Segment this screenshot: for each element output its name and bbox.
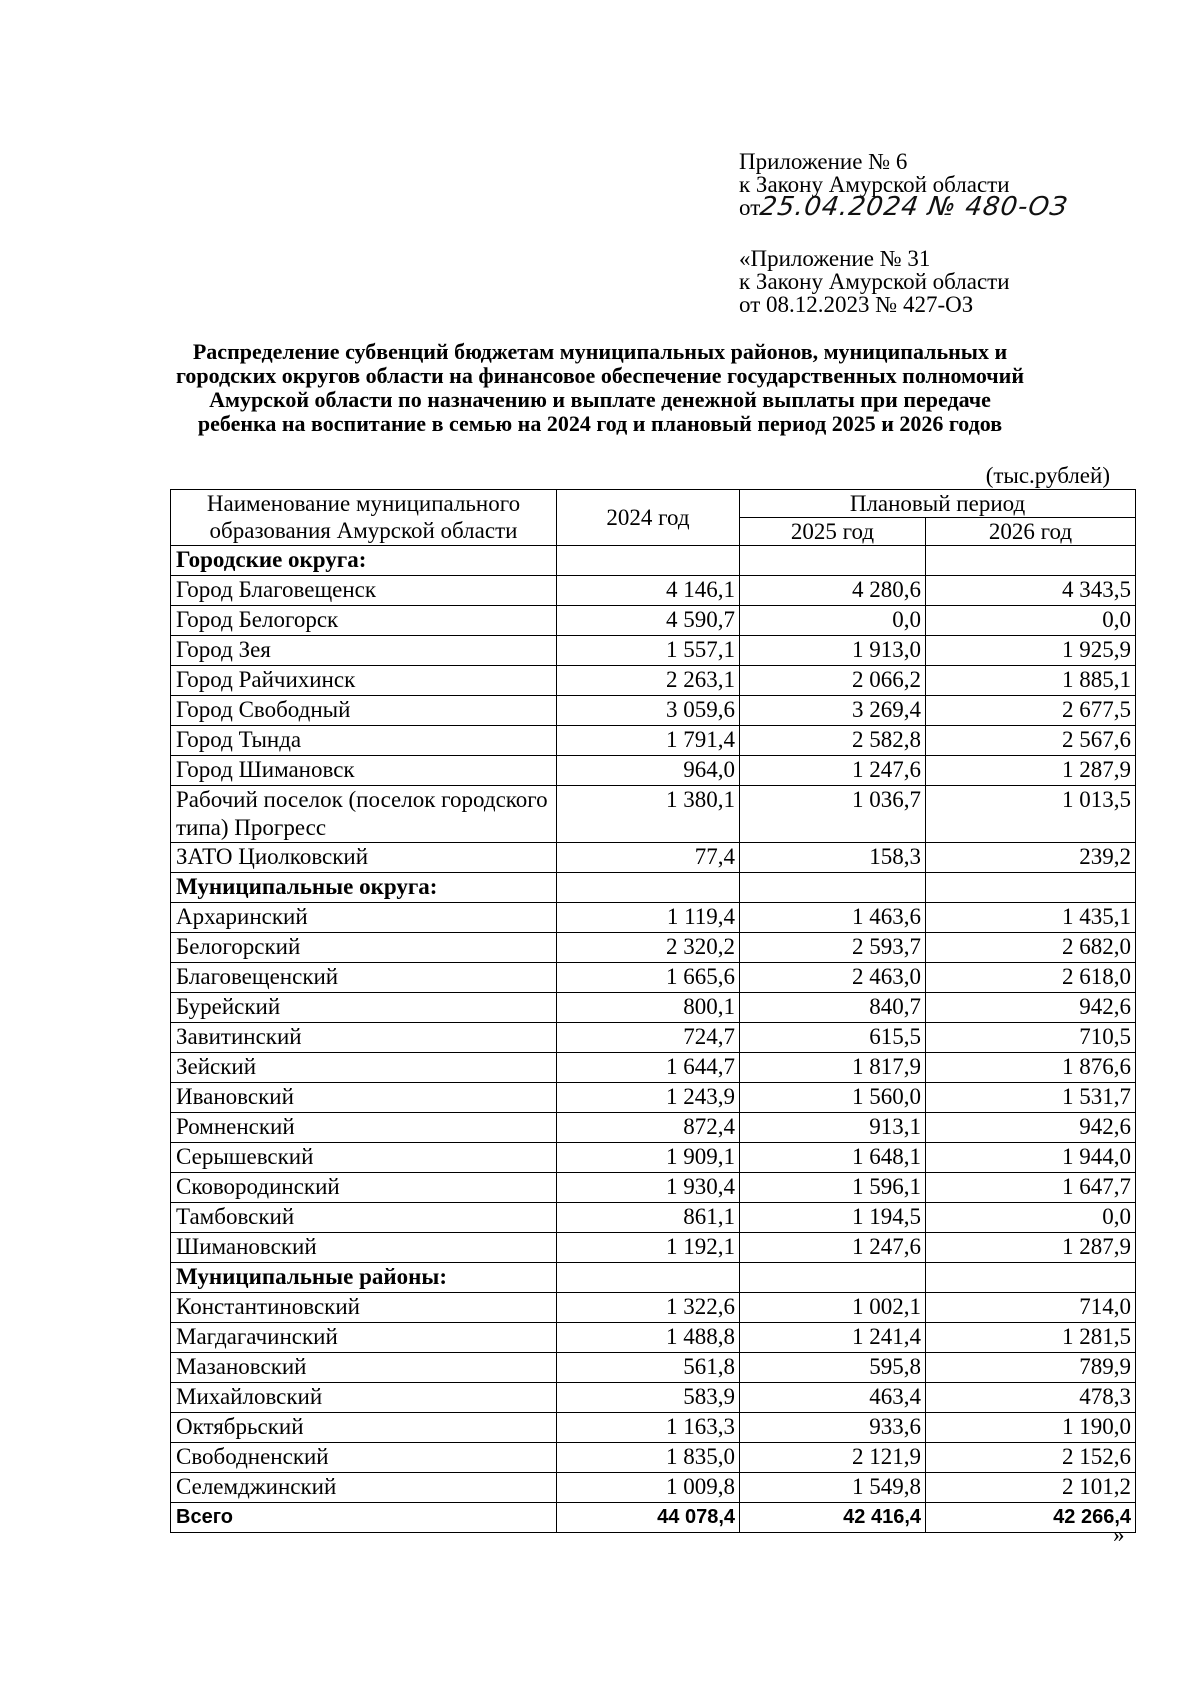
table-row (171, 756, 1136, 786)
title-line-1: Распределение субвенций бюджетам муниципальных районов, муниципальных и (192, 339, 1008, 364)
cell-2025: 595,8 (740, 1353, 926, 1383)
table-row (171, 1173, 1136, 1203)
cell-2024 (557, 546, 740, 576)
cell-2026: 942,6 (926, 1113, 1136, 1143)
table-body (171, 546, 1136, 1533)
cell-2025: 2 066,2 (740, 666, 926, 696)
cell-2024: 1 192,1 (557, 1233, 740, 1263)
table-row (171, 606, 1136, 636)
cell-2024: 1 644,7 (557, 1053, 740, 1083)
cell-municipality: Ивановский (171, 1083, 557, 1113)
cell-2026: 714,0 (926, 1293, 1136, 1323)
cell-2026: 1 925,9 (926, 636, 1136, 666)
cell-2025: 42 416,4 (740, 1503, 926, 1533)
cell-2024: 1 835,0 (557, 1443, 740, 1473)
table-row (171, 1053, 1136, 1083)
cell-municipality: Бурейский (171, 993, 557, 1023)
cell-2024: 561,8 (557, 1353, 740, 1383)
cell-2025: 1 817,9 (740, 1053, 926, 1083)
appendix-6-header (739, 149, 1071, 222)
budget-table (170, 489, 1136, 1533)
cell-municipality: Город Белогорск (171, 606, 557, 636)
cell-municipality: Муниципальные округа: (171, 873, 557, 903)
header-planned-period: Плановый период (740, 490, 1136, 518)
cell-2025: 615,5 (740, 1023, 926, 1053)
cell-municipality: Город Тында (171, 726, 557, 756)
appendix-31-date: от 08.12.2023 № 427-ОЗ (739, 292, 974, 317)
cell-2024: 1 665,6 (557, 963, 740, 993)
cell-2024: 77,4 (557, 843, 740, 873)
cell-municipality: Октябрьский (171, 1413, 557, 1443)
cell-2024: 1 791,4 (557, 726, 740, 756)
cell-2025: 1 002,1 (740, 1293, 926, 1323)
table-row (171, 576, 1136, 606)
table-row (171, 1143, 1136, 1173)
cell-2024: 1 009,8 (557, 1473, 740, 1503)
cell-municipality: Всего (171, 1503, 557, 1533)
cell-municipality: Магдагачинский (171, 1323, 557, 1353)
appendix-6-date-line (739, 192, 1071, 222)
cell-2025: 1 036,7 (740, 786, 926, 843)
cell-2024: 724,7 (557, 1023, 740, 1053)
cell-2024: 1 119,4 (557, 903, 740, 933)
cell-2024: 1 243,9 (557, 1083, 740, 1113)
cell-2026: 1 885,1 (926, 666, 1136, 696)
document-title (120, 340, 1080, 436)
cell-2026 (926, 1263, 1136, 1293)
table-row (171, 1023, 1136, 1053)
cell-2025: 158,3 (740, 843, 926, 873)
cell-municipality: Архаринский (171, 903, 557, 933)
title-line-2: городских округов области на финансовое обеспечение государственных полномочий (175, 363, 1025, 388)
cell-municipality: Ромненский (171, 1113, 557, 1143)
header-2026: 2026 год (926, 518, 1136, 546)
table-row (171, 636, 1136, 666)
cell-2024: 2 320,2 (557, 933, 740, 963)
title-line-3: Амурской области по назначению и выплате денежной выплаты при передаче (209, 387, 991, 412)
cell-2024: 964,0 (557, 756, 740, 786)
table-row (171, 786, 1136, 843)
cell-2024 (557, 873, 740, 903)
handwritten-date-number: 25.04.2024 № 480-ОЗ (758, 192, 1071, 222)
table-row (171, 1113, 1136, 1143)
cell-2026: 2 152,6 (926, 1443, 1136, 1473)
cell-2026 (926, 873, 1136, 903)
table-row (171, 726, 1136, 756)
table-row (171, 843, 1136, 873)
cell-2026 (926, 546, 1136, 576)
cell-2026: 2 682,0 (926, 933, 1136, 963)
cell-municipality: Мазановский (171, 1353, 557, 1383)
cell-municipality: Селемджинский (171, 1473, 557, 1503)
cell-municipality: Константиновский (171, 1293, 557, 1323)
cell-2026: 1 435,1 (926, 903, 1136, 933)
cell-2026: 710,5 (926, 1023, 1136, 1053)
cell-municipality: Город Благовещенск (171, 576, 557, 606)
cell-municipality: Завитинский (171, 1023, 557, 1053)
cell-2024: 861,1 (557, 1203, 740, 1233)
cell-municipality: Городские округа: (171, 546, 557, 576)
table-row (171, 1263, 1136, 1293)
cell-municipality: Город Райчихинск (171, 666, 557, 696)
cell-municipality: Тамбовский (171, 1203, 557, 1233)
cell-2026: 1 287,9 (926, 1233, 1136, 1263)
cell-2026: 789,9 (926, 1353, 1136, 1383)
table-row (171, 1503, 1136, 1533)
cell-2025: 2 582,8 (740, 726, 926, 756)
cell-2026: 1 647,7 (926, 1173, 1136, 1203)
appendix-31-title: «Приложение № 31 (739, 246, 931, 271)
table-row (171, 1413, 1136, 1443)
table-row (171, 933, 1136, 963)
cell-municipality: Муниципальные районы: (171, 1263, 557, 1293)
cell-2026: 2 101,2 (926, 1473, 1136, 1503)
cell-municipality: Михайловский (171, 1383, 557, 1413)
cell-municipality: Зейский (171, 1053, 557, 1083)
cell-2025 (740, 873, 926, 903)
cell-2026: 239,2 (926, 843, 1136, 873)
appendix-6-law: к Закону Амурской области (739, 172, 1010, 197)
cell-municipality: ЗАТО Циолковский (171, 843, 557, 873)
cell-2025: 1 913,0 (740, 636, 926, 666)
cell-2026: 0,0 (926, 606, 1136, 636)
table-row (171, 1083, 1136, 1113)
cell-2025 (740, 1263, 926, 1293)
cell-2025: 1 247,6 (740, 1233, 926, 1263)
cell-2025: 1 194,5 (740, 1203, 926, 1233)
header-2025: 2025 год (740, 518, 926, 546)
title-line-4: ребенка на воспитание в семью на 2024 год и плановый период 2025 и 2026 годов (197, 411, 1003, 436)
cell-2026: 2 567,6 (926, 726, 1136, 756)
cell-2024: 2 263,1 (557, 666, 740, 696)
cell-2025: 4 280,6 (740, 576, 926, 606)
cell-2025: 1 648,1 (740, 1143, 926, 1173)
cell-2026: 4 343,5 (926, 576, 1136, 606)
cell-2026: 1 190,0 (926, 1413, 1136, 1443)
cell-2025: 463,4 (740, 1383, 926, 1413)
cell-municipality: Рабочий поселок (поселок городского типа) Прогресс (171, 786, 557, 843)
cell-2024: 800,1 (557, 993, 740, 1023)
cell-2025: 2 463,0 (740, 963, 926, 993)
header-2024: 2024 год (557, 490, 740, 546)
table-row (171, 546, 1136, 576)
cell-2025: 1 247,6 (740, 756, 926, 786)
cell-2026: 1 287,9 (926, 756, 1136, 786)
cell-2026: 1 013,5 (926, 786, 1136, 843)
cell-2025: 1 560,0 (740, 1083, 926, 1113)
cell-2024: 3 059,6 (557, 696, 740, 726)
table-row (171, 1353, 1136, 1383)
cell-2026: 2 677,5 (926, 696, 1136, 726)
cell-2025: 1 463,6 (740, 903, 926, 933)
cell-2026: 1 531,7 (926, 1083, 1136, 1113)
cell-2024: 1 930,4 (557, 1173, 740, 1203)
cell-2024: 583,9 (557, 1383, 740, 1413)
cell-municipality: Серышевский (171, 1143, 557, 1173)
cell-2026: 0,0 (926, 1203, 1136, 1233)
cell-municipality: Город Зея (171, 636, 557, 666)
unit-label: (тыс.рублей) (985, 463, 1110, 488)
table-row (171, 696, 1136, 726)
cell-2025: 1 549,8 (740, 1473, 926, 1503)
cell-2024: 1 163,3 (557, 1413, 740, 1443)
cell-2025: 3 269,4 (740, 696, 926, 726)
table-row (171, 1443, 1136, 1473)
cell-2026: 2 618,0 (926, 963, 1136, 993)
cell-municipality: Благовещенский (171, 963, 557, 993)
cell-2025: 1 241,4 (740, 1323, 926, 1353)
appendix-31-header (739, 247, 1010, 316)
table-row (171, 993, 1136, 1023)
table-row (171, 1473, 1136, 1503)
cell-2026: 1 281,5 (926, 1323, 1136, 1353)
cell-2026: 42 266,4 (926, 1503, 1136, 1533)
cell-municipality: Город Свободный (171, 696, 557, 726)
header-municipality: Наименование муниципального образования Амурской области (171, 490, 557, 546)
cell-2024: 4 146,1 (557, 576, 740, 606)
cell-2026: 1 876,6 (926, 1053, 1136, 1083)
table-row (171, 873, 1136, 903)
cell-2025: 2 121,9 (740, 1443, 926, 1473)
cell-2025: 840,7 (740, 993, 926, 1023)
appendix-6-title: Приложение № 6 (739, 149, 908, 174)
cell-2026: 1 944,0 (926, 1143, 1136, 1173)
cell-municipality: Белогорский (171, 933, 557, 963)
cell-municipality: Сковородинский (171, 1173, 557, 1203)
cell-2024: 1 909,1 (557, 1143, 740, 1173)
table-row (171, 1293, 1136, 1323)
cell-2024: 872,4 (557, 1113, 740, 1143)
cell-2025: 2 593,7 (740, 933, 926, 963)
table-row (171, 1383, 1136, 1413)
cell-2024: 1 322,6 (557, 1293, 740, 1323)
table-row (171, 1233, 1136, 1263)
cell-2024: 1 557,1 (557, 636, 740, 666)
table-row (171, 666, 1136, 696)
cell-2025: 913,1 (740, 1113, 926, 1143)
cell-2024: 1 380,1 (557, 786, 740, 843)
cell-municipality: Свободненский (171, 1443, 557, 1473)
appendix-6-date-prefix: от (739, 195, 761, 220)
cell-municipality: Шимановский (171, 1233, 557, 1263)
cell-2024: 1 488,8 (557, 1323, 740, 1353)
cell-2025: 1 596,1 (740, 1173, 926, 1203)
cell-2026: 478,3 (926, 1383, 1136, 1413)
cell-2024: 44 078,4 (557, 1503, 740, 1533)
cell-2024 (557, 1263, 740, 1293)
table-row (171, 963, 1136, 993)
cell-2025 (740, 546, 926, 576)
appendix-31-law: к Закону Амурской области (739, 269, 1010, 294)
cell-2026: 942,6 (926, 993, 1136, 1023)
closing-quote-mark: » (1113, 1522, 1125, 1547)
cell-2025: 0,0 (740, 606, 926, 636)
cell-2024: 4 590,7 (557, 606, 740, 636)
cell-municipality: Город Шимановск (171, 756, 557, 786)
table-row (171, 1323, 1136, 1353)
table-row (171, 903, 1136, 933)
cell-2025: 933,6 (740, 1413, 926, 1443)
table-row (171, 1203, 1136, 1233)
